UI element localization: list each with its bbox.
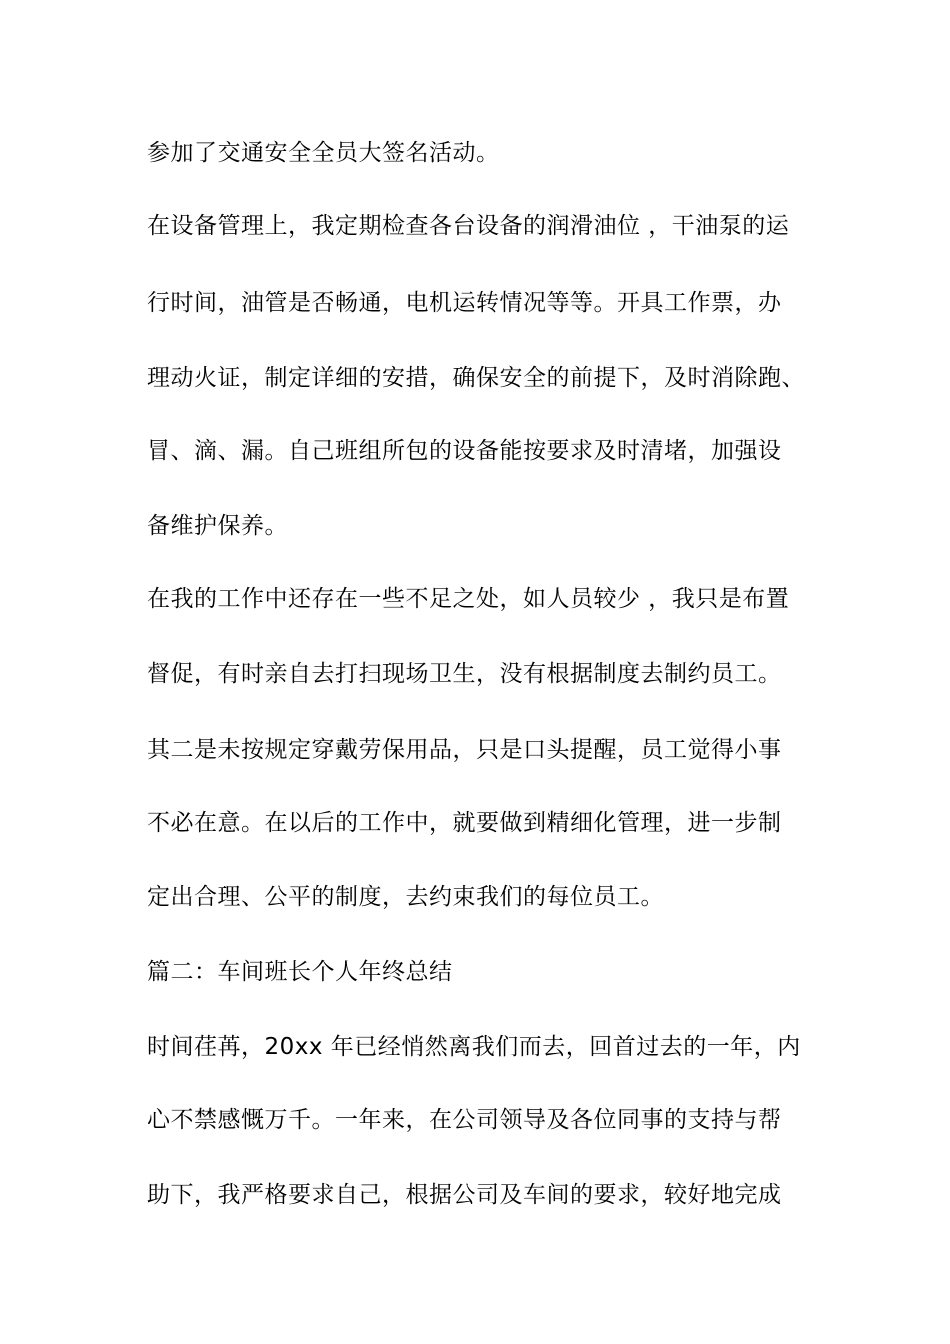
text-line: 在我的工作中还存在一些不足之处，如人员较少 ，我只是布置 [147,586,790,612]
text-line: 在设备管理上，我定期检查各台设备的润滑油位 ，干油泵的运 [147,213,790,239]
text-line: 心不禁感慨万千。一年来，在公司领导及各位同事的支持与帮 [147,1107,782,1133]
text-line: 定出合理、公平的制度，去约束我们的每位员工。 [147,884,664,910]
section-heading: 篇二：车间班长个人年终总结 [147,959,453,985]
text-line: 冒、滴、漏。自己班组所包的设备能按要求及时清堵，加强设 [147,438,782,464]
text-line: 不必在意。在以后的工作中，就要做到精细化管理，进一步制 [147,810,782,836]
text-line: 行时间，油管是否畅通，电机运转情况等等。开具工作票，办 [147,290,782,316]
text-line: 时间荏苒，20xx 年已经悄然离我们而去，回首过去的一年，内 [147,1034,801,1060]
text-line: 其二是未按规定穿戴劳保用品，只是口头提醒，员工觉得小事 [147,737,782,763]
text-line: 督促，有时亲自去打扫现场卫生，没有根据制度去制约员工。 [147,661,782,687]
text-line: 参加了交通安全全员大签名活动。 [147,140,500,166]
text-line: 备维护保养。 [147,513,288,539]
text-line: 理动火证，制定详细的安措，确保安全的前提下，及时消除跑、 [147,365,805,391]
text-line: 助下，我严格要求自己，根据公司及车间的要求，较好地完成 [147,1182,782,1208]
